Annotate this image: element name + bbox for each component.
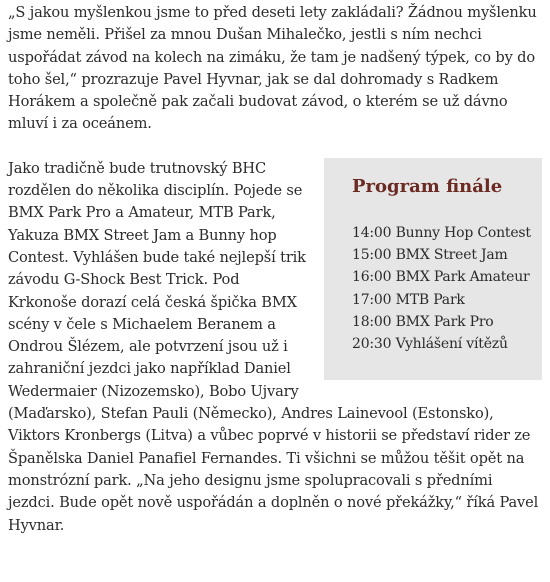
program-box-title: Program finále <box>352 175 503 197</box>
program-item: 20:30 Vyhlášení vítězů <box>352 336 508 353</box>
program-item: 16:00 BMX Park Amateur <box>352 269 530 286</box>
program-item: 18:00 BMX Park Pro <box>352 313 494 330</box>
intro-paragraph: „S jakou myšlenkou jsme to před deseti lety zakládali? Žádnou myšlenku jsme neměli. Přišel za mnou Dušan Mihalečko, jestli s ním nechci uspořádat závod na kolech na zimáku, že tam je nadšený týpek, co by do toho šel,“ prozrazuje Pavel Hyvnar, jak se dal dohromady s Radkem Horákem a společně pak začali budovat závod, o kterém se už dávno mluví i za oceánem. <box>8 4 537 133</box>
program-item: 14:00 Bunny Hop Contest <box>352 224 531 241</box>
main-paragraph: Jako tradičně bude trutnovský BHC rozdělen do několika disciplín. Pojede se BMX Park Pro a Amateur, MTB Park, Yakuza BMX Street Jam a Bunny hop Contest. Vyhlášen bude také nejlepší trik závodu G-Shock Best Trick. Pod Krkonoše dorazí celá česká špička BMX scény v čele s Michaelem Beranem a Ondrou Šlézem, ale potvrzení jsou už i zahraniční jezdci jako například Daniel Wedermaier (Nizozemsko), Bobo Ujvary (Maďarsko), Stefan Pauli (Německo), Andres Lainevool (Estonsko), Viktors Kronbergs (Litva) a vůbec poprvé v historii se představí rider ze Španělska Daniel Panafiel Fernandes. Ti všichni se můžou těšit opět na monstrózní park. „Na jeho designu jsme spolupracovali s předními jezdci. Bude opět nově uspořádán a doplněn o nové překážky,“ říká Pavel Hyvnar. <box>8 159 539 534</box>
program-item: 15:00 BMX Street Jam <box>352 247 508 264</box>
program-list <box>352 222 542 356</box>
program-item: 17:00 MTB Park <box>352 291 465 308</box>
program-box <box>324 158 542 380</box>
article-body <box>8 2 542 537</box>
